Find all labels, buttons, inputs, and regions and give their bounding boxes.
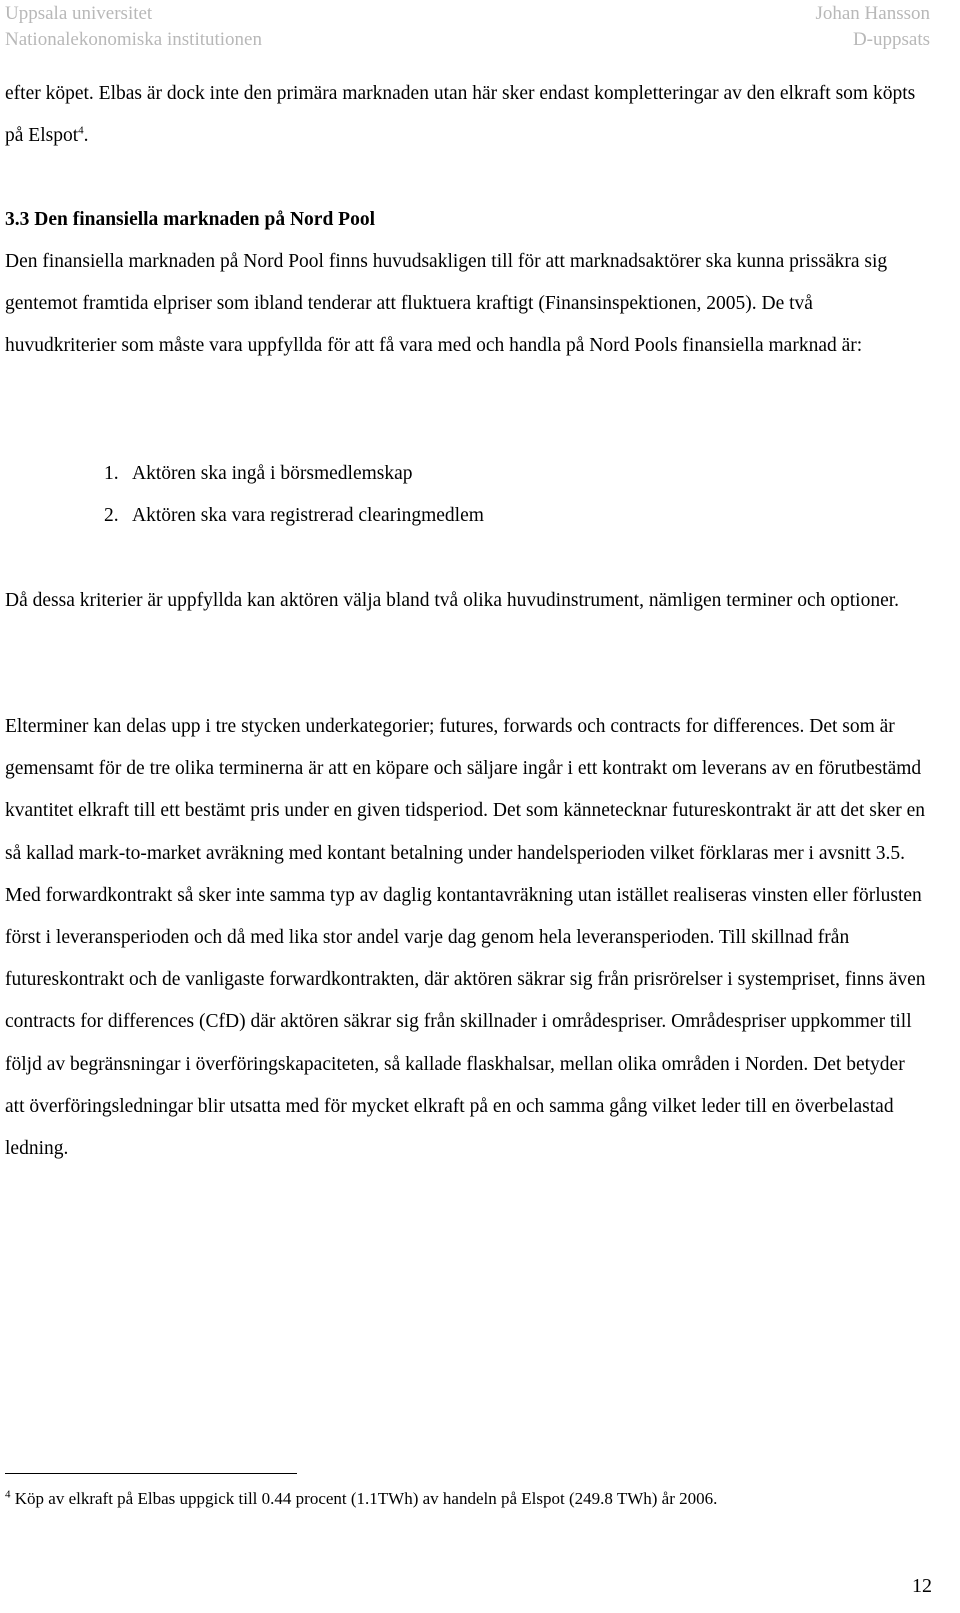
header-department: Nationalekonomiska institutionen <box>5 29 262 50</box>
paragraph-intro-text: efter köpet. Elbas är dock inte den primära marknaden utan här sker endast kompletteringar av den elkraft som köpts på Elspot <box>5 83 916 147</box>
paragraph-instruments: Då dessa kriterier är uppfyllda kan aktören välja bland två olika huvudinstrument, nämligen terminer och optioner. <box>5 590 900 611</box>
header-document-type: D-uppsats <box>852 29 930 50</box>
page-number: 12 <box>912 1575 932 1597</box>
footnote <box>5 1487 717 1511</box>
list-item-number: 1. <box>104 463 119 484</box>
paragraph-elterminer: Elterminer kan delas upp i tre stycken underkategorier; futures, forwards och contracts for differences. Det som är gemensamt för de tre olika terminerna är att en köpare och säljare ingår i ett kontrakt om leverans av en förutbestämd kvantitet elkraft till ett bestämt pris under en given tidsperiod. Det som kännetecknar futureskontrakt är att det sker en så kallad mark-to-market avräkning med kontant betalning under handelsperioden vilket förklaras mer i avsnitt 3.5. Med forwardkontrakt så sker inte samma typ av daglig kontantavräkning utan istället realiseras vinsten eller förlusten först i leveransperioden och då med lika stor andel varje dag genom hela leveransperioden. Till skillnad från futureskontrakt och de vanligaste forwardkontrakten, där aktören säkrar sig från prisrörelser i systempriset, finns även contracts for differences (CfD) där aktören säkrar sig från skillnader i områdespriser. Områdespriser uppkommer till följd av begränsningar i överföringskapaciteten, så kallade flaskhalsar, mellan olika områden i Norden. Det betyder att överföringsledningar blir utsatta med för mycket elkraft på en och samma gång vilket leder till en överbelastad ledning. <box>5 716 926 1160</box>
list-item <box>104 495 484 537</box>
footnote-marker: 4 <box>5 1488 11 1501</box>
criteria-list <box>104 453 484 537</box>
footnote-text: Köp av elkraft på Elbas uppgick till 0.44 procent (1.1TWh) av handeln på Elspot (249.8 TWh) år 2006. <box>10 1489 718 1508</box>
list-item-text: Aktören ska vara registrerad clearingmedlem <box>132 505 484 526</box>
list-item <box>104 453 484 495</box>
list-item-text: Aktören ska ingå i börsmedlemskap <box>132 463 413 484</box>
paragraph-financial-market: Den finansiella marknaden på Nord Pool finns huvudsakligen till för att marknadsaktörer ska kunna prissäkra sig gentemot framtida elpriser som ibland tenderar att fluktuera kraftigt (Finansinspektionen, 2005). De två huvudkriterier som måste vara uppfyllda för att få vara med och handla på Nord Pools finansiella marknad är: <box>5 251 888 357</box>
header-university: Uppsala universitet <box>5 3 153 24</box>
paragraph-intro <box>5 73 927 157</box>
paragraph-intro-end: . <box>83 125 89 147</box>
list-item-number: 2. <box>104 505 119 526</box>
footnote-ref[interactable]: 4 <box>78 124 84 137</box>
section-heading: 3.3 Den finansiella marknaden på Nord Pool <box>5 209 375 230</box>
footnote-separator <box>5 1473 297 1474</box>
header-author: Johan Hansson <box>815 3 930 24</box>
page-header <box>5 0 930 52</box>
